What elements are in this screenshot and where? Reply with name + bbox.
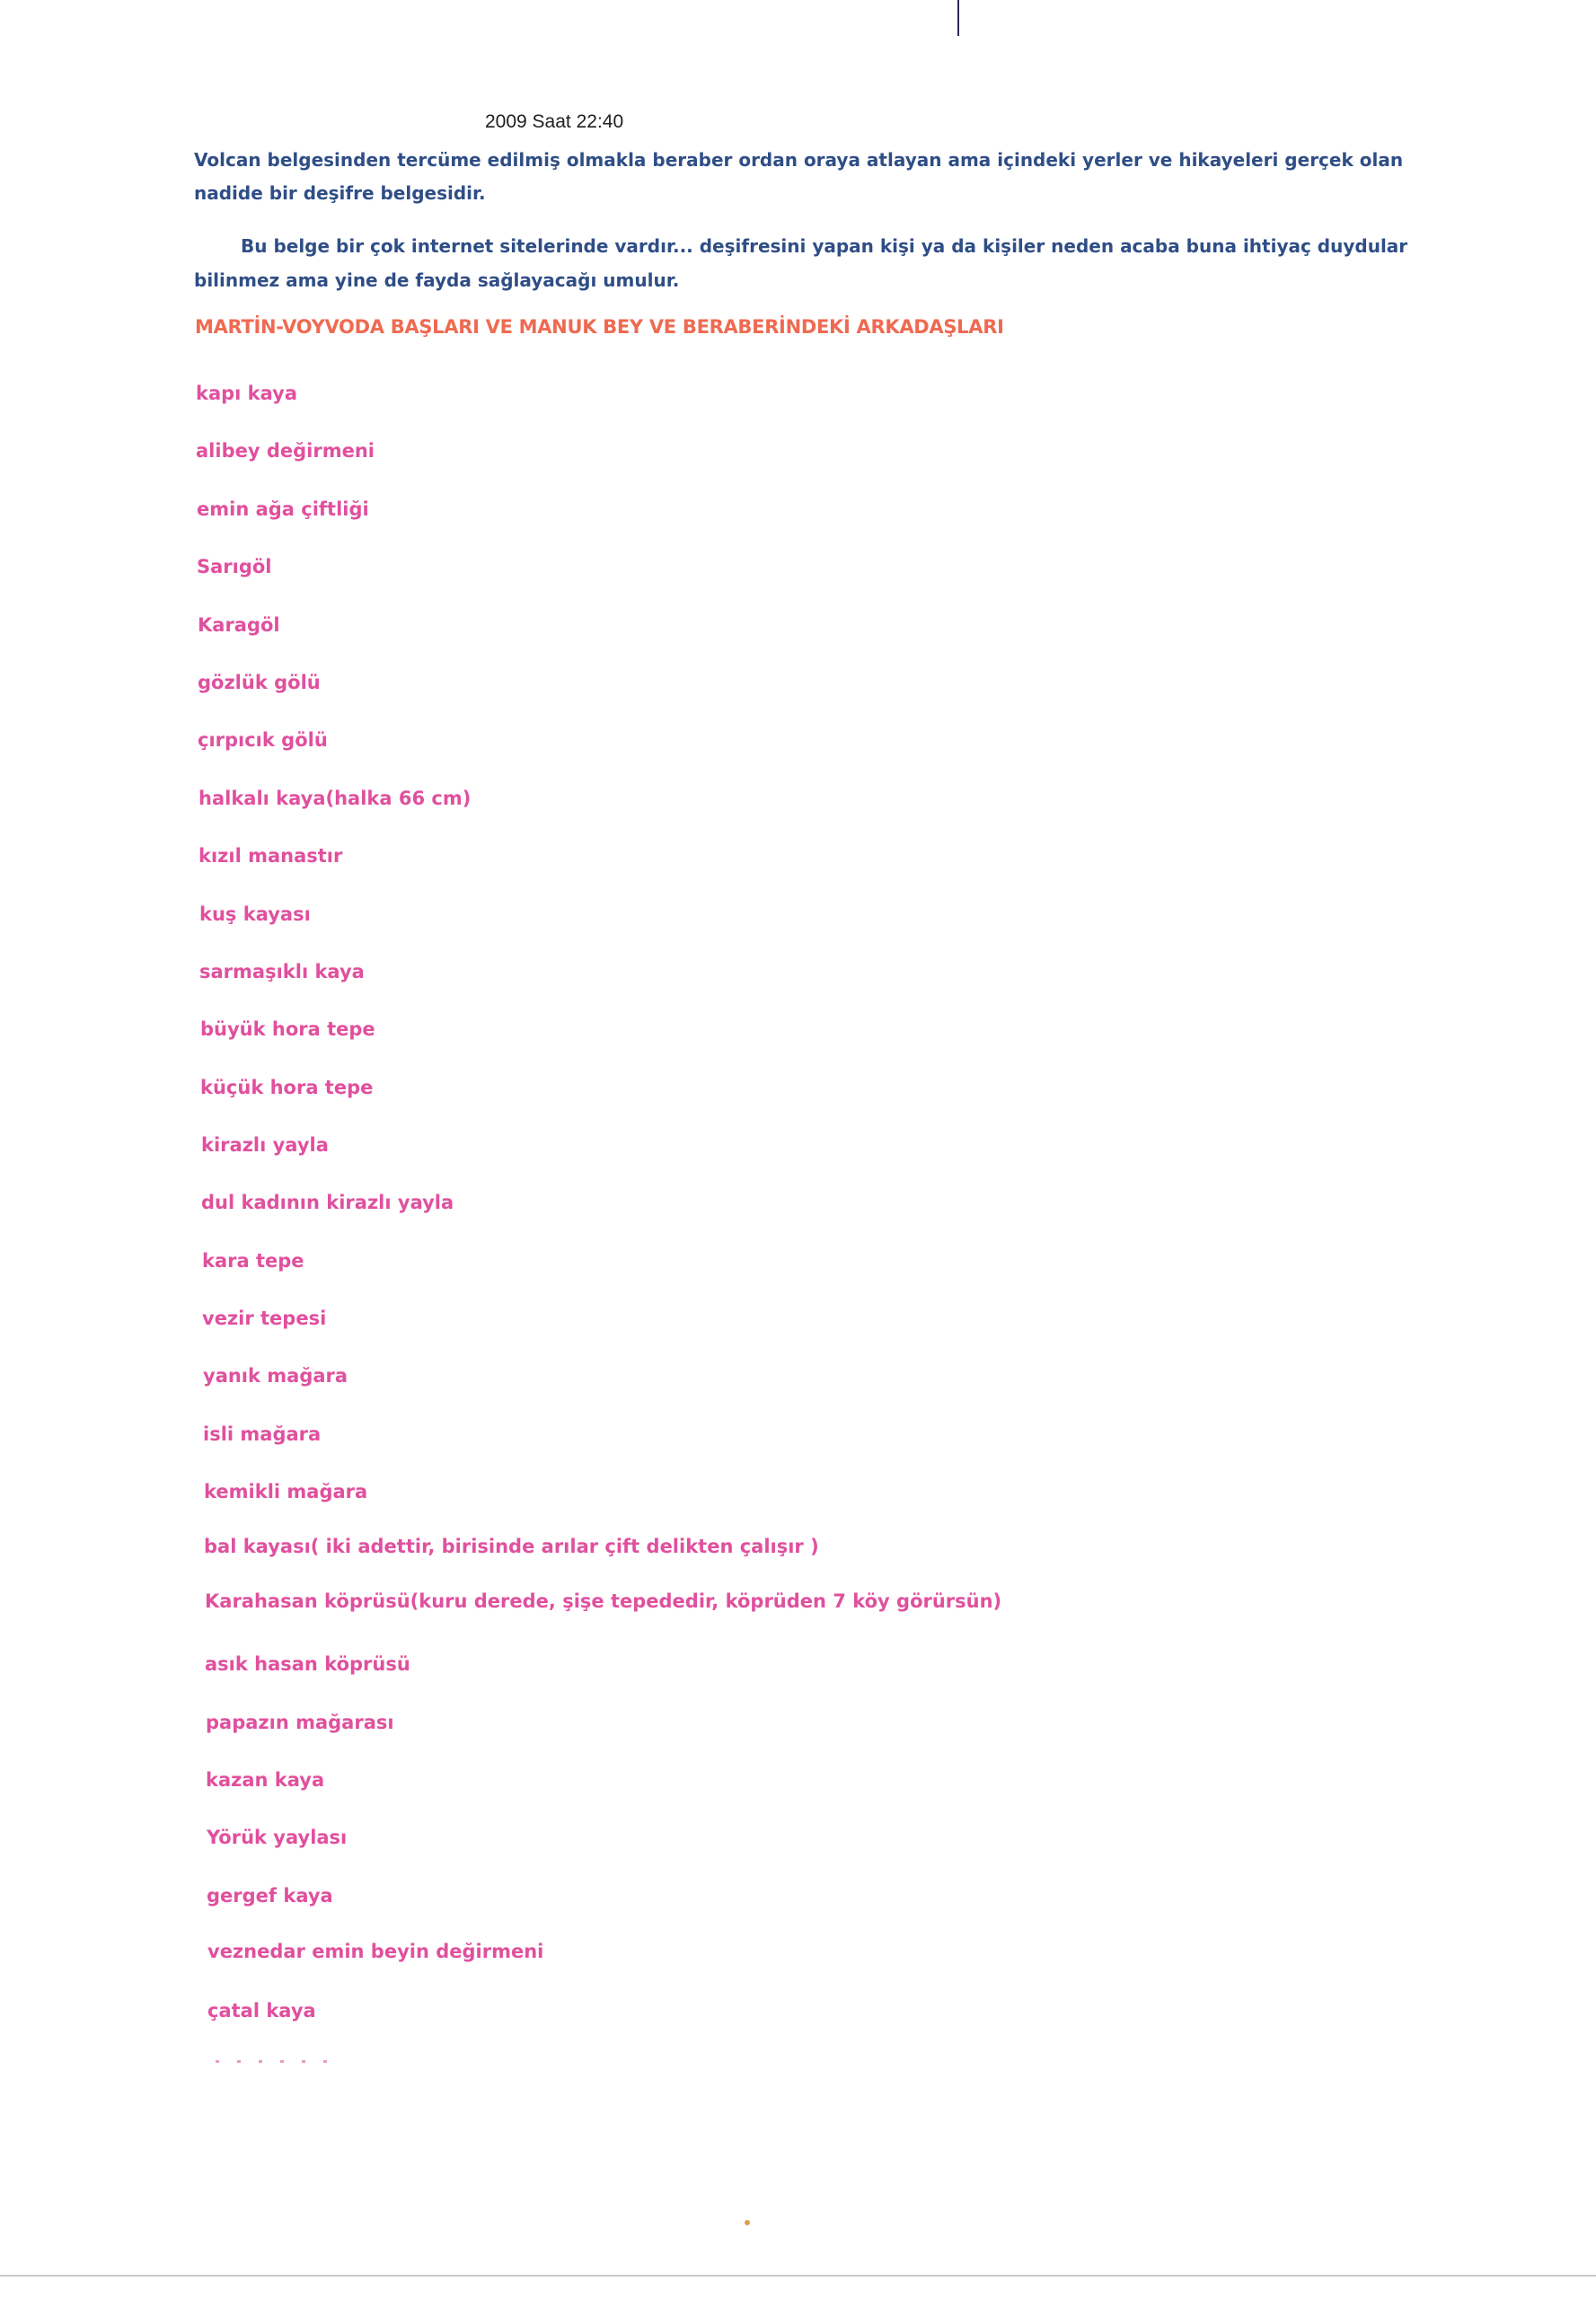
list-item: gergef kaya — [207, 1885, 333, 1907]
list-item: asık hasan köprüsü — [205, 1653, 410, 1675]
list-item: kuş kayası — [199, 903, 311, 925]
list-item: sarmaşıklı kaya — [199, 961, 365, 982]
list-item: kirazlı yayla — [201, 1134, 329, 1156]
list-item: isli mağara — [203, 1423, 322, 1445]
list-item: Karagöl — [198, 614, 280, 636]
list-item: büyük hora tepe — [200, 1018, 375, 1040]
intro-paragraph-2: Bu belge bir çok internet sitelerinde vardır... deşifresini yapan kişi ya da kişiler neden acaba buna ihtiyaç duydular bilinmez ama yine de fayda sağlayacağı umulur. — [194, 235, 1408, 291]
list-item: papazın mağarası — [206, 1712, 394, 1733]
list-item: kazan kaya — [206, 1769, 325, 1791]
list-item: kapı kaya — [196, 383, 298, 404]
truncated-line — [216, 2060, 332, 2063]
list-item: veznedar emin beyin değirmeni — [207, 1941, 544, 1962]
intro-paragraph: Volcan belgesinden tercüme edilmiş olmakla beraber ordan oraya atlayan ama içindeki yerler ve hikayeleri gerçek olan nadide bir deşifre belgesidir. — [194, 149, 1404, 204]
scan-mark — [957, 0, 959, 36]
list-item: bal kayası( iki adettir, birisinde arılar çift delikten çalışır ) — [204, 1536, 819, 1557]
list-item: dul kadının kirazlı yayla — [201, 1192, 454, 1213]
list-item: kemikli mağara — [204, 1481, 368, 1502]
list-item: gözlük gölü — [198, 672, 321, 693]
list-item: Karahasan köprüsü(kuru derede, şişe tepededir, köprüden 7 köy görürsün) — [205, 1590, 1002, 1612]
list-item: yanık mağara — [203, 1365, 348, 1387]
list-item: vezir tepesi — [202, 1308, 327, 1329]
list-item: çırpıcık gölü — [198, 729, 328, 751]
list-item: kızıl manastır — [198, 845, 343, 867]
list-item: kara tepe — [202, 1250, 304, 1272]
timestamp: 2009 Saat 22:40 — [485, 111, 624, 132]
list-item: alibey değirmeni — [196, 440, 375, 462]
list-item: halkalı kaya(halka 66 cm) — [198, 788, 472, 809]
page-edge — [0, 2275, 1596, 2277]
list-item: emin ağa çiftliği — [197, 498, 369, 520]
scan-speck — [745, 2220, 750, 2225]
list-item: küçük hora tepe — [200, 1077, 374, 1098]
section-title: MARTİN-VOYVODA BAŞLARI VE MANUK BEY VE BERABERİNDEKİ ARKADAŞLARI — [195, 316, 1004, 338]
list-item: Sarıgöl — [197, 556, 272, 577]
list-item: Yörük yaylası — [207, 1827, 348, 1848]
list-item: çatal kaya — [207, 2000, 316, 2022]
